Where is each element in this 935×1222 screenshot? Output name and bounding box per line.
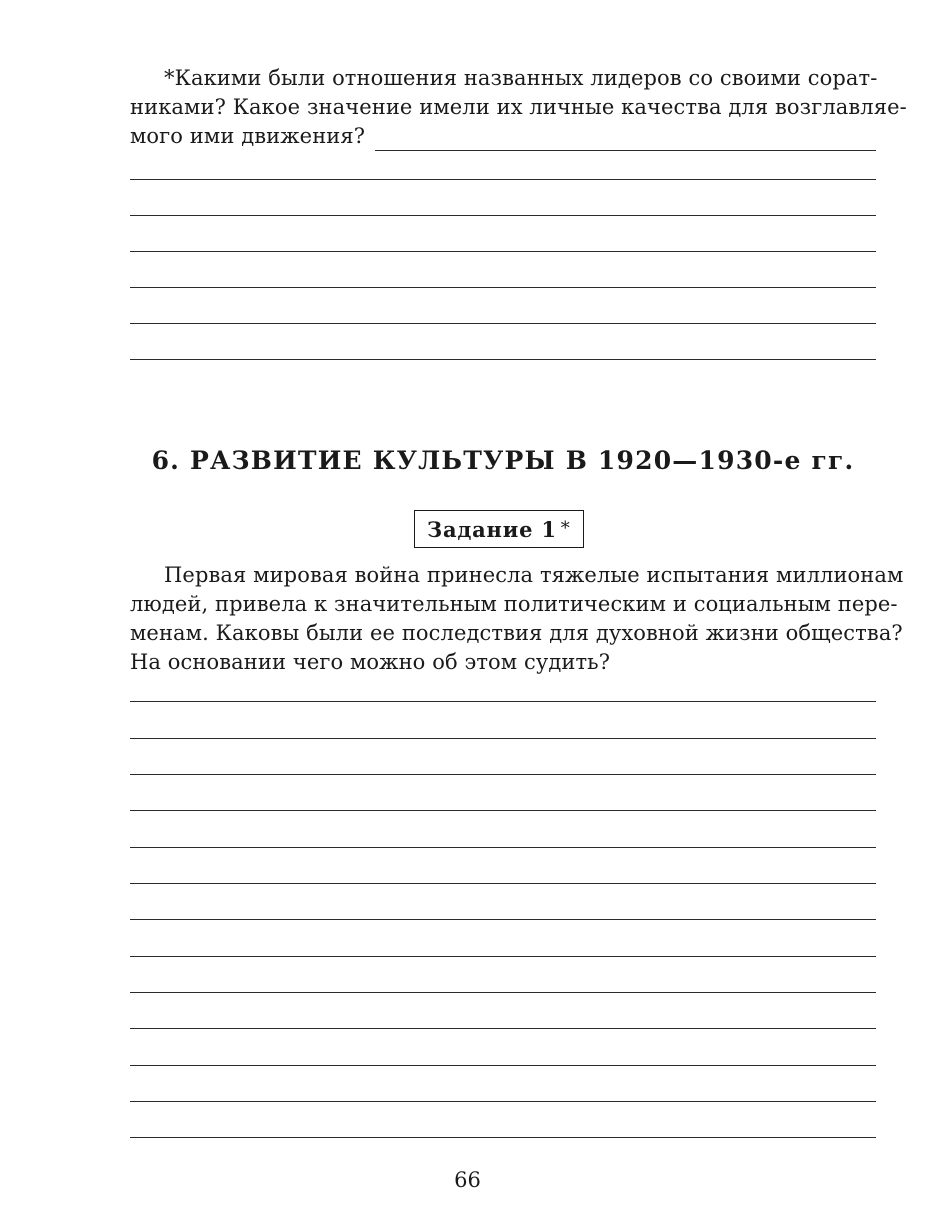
question-line-3-text: мого ими движения? <box>130 124 366 148</box>
answer-rule[interactable] <box>130 359 876 360</box>
task-marker: * <box>560 518 571 539</box>
answer-rule[interactable] <box>130 215 876 216</box>
answer-rule[interactable] <box>130 810 876 811</box>
answer-rule[interactable] <box>130 1065 876 1066</box>
task-label: Задание 1 <box>427 517 557 542</box>
task-line-3: менам. Каковы были ее последствия для духовной жизни общества? <box>130 621 903 645</box>
question-line-1: *Какими были отношения названных лидеров со своими сорат- <box>164 66 878 90</box>
task-line-1: Первая мировая война принесла тяжелые испытания миллионам <box>164 563 904 587</box>
answer-rule[interactable] <box>130 287 876 288</box>
task-paragraph <box>130 561 904 677</box>
answer-rule[interactable] <box>130 956 876 957</box>
answer-rule[interactable] <box>130 1137 876 1138</box>
question-line-3 <box>130 122 876 151</box>
answer-rule[interactable] <box>130 323 876 324</box>
task-line-2: людей, привела к значительным политическим и социальным пере- <box>130 592 898 616</box>
answer-rule[interactable] <box>130 919 876 920</box>
answer-rule[interactable] <box>130 883 876 884</box>
answer-rule[interactable] <box>130 701 876 702</box>
answer-rule[interactable] <box>130 179 876 180</box>
answer-rule[interactable] <box>130 1101 876 1102</box>
page-number: 66 <box>454 1168 481 1192</box>
answer-rule[interactable] <box>130 992 876 993</box>
answer-rule[interactable] <box>130 847 876 848</box>
task-line-4: На основании чего можно об этом судить? <box>130 650 611 674</box>
answer-rule[interactable] <box>130 738 876 739</box>
answer-rule[interactable] <box>130 1028 876 1029</box>
question-paragraph <box>130 64 907 151</box>
task-label-box <box>414 510 584 548</box>
answer-rule-inline[interactable] <box>375 132 876 151</box>
answer-rule[interactable] <box>130 774 876 775</box>
section-title: 6. РАЗВИТИЕ КУЛЬТУРЫ В 1920—1930-е гг. <box>151 446 855 475</box>
question-line-2: никами? Какое значение имели их личные качества для возглавляе- <box>130 95 907 119</box>
answer-rule[interactable] <box>130 251 876 252</box>
